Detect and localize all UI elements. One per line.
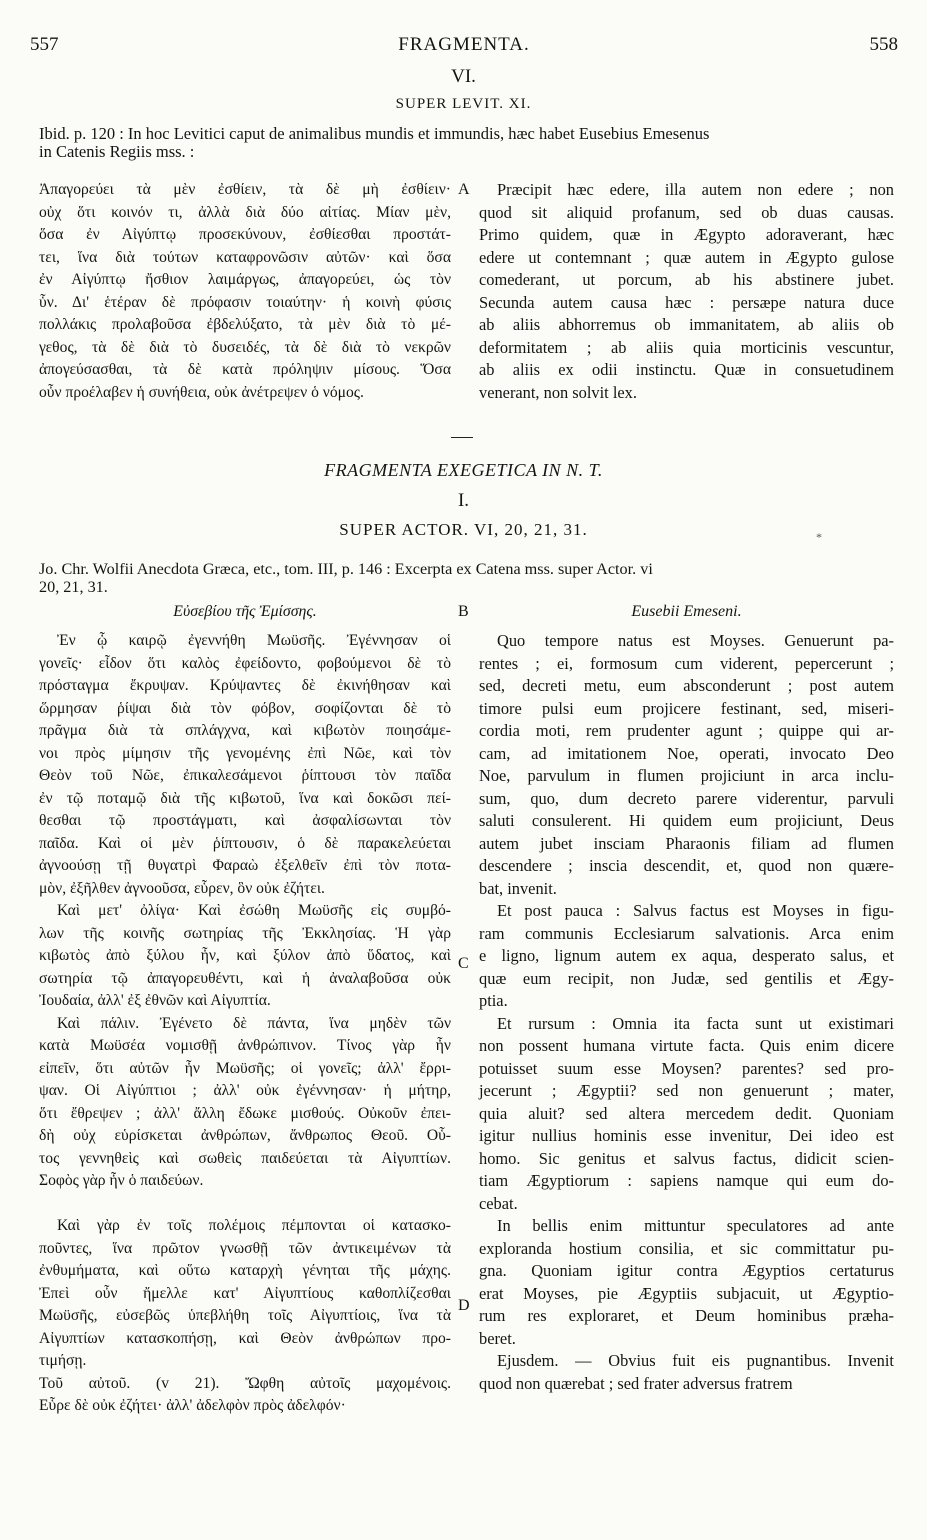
- text-line: λων τῆς κοινῆς σωτηρίας τῆς Ἐκκλησίας. Ἡ γὰρ: [39, 924, 451, 942]
- text-line: cam, ad imitationem Noe, operati, invocato Deo: [479, 743, 894, 763]
- text-line: gna. Quoniam igitur contra Ægyptios certaturus: [479, 1261, 894, 1280]
- greek-column: [39, 179, 451, 404]
- text-line: κατὰ Μωϋσέα νομισθῇ ἀνθρώπινον. Τίνος γὰρ ἦν: [39, 1037, 451, 1054]
- section-title: FRAGMENTA EXEGETICA IN N. T.: [324, 460, 603, 480]
- text-line: Ἐπεὶ οὖν ἤμελλε κατ' Αἰγυπτίους καθοπλίζεσθαι: [39, 1284, 451, 1302]
- section-intro: [39, 560, 653, 596]
- text-line: cebat.: [479, 1193, 518, 1213]
- intro-line: Jo. Chr. Wolfii Anecdota Græca, etc., tom. III, p. 146 : Excerpta ex Catena mss. super Actor. vi: [39, 560, 653, 578]
- text-line: Et rursum : Omnia ita facta sunt ut existimari: [497, 1013, 894, 1033]
- text-line: τιμήσῃ.: [39, 1352, 87, 1369]
- text-line: Ἐν ᾧ καιρῷ ἐγεννήθη Μωϋσῆς. Ἐγέννησαν οἱ: [57, 632, 451, 649]
- text-line: Θεὸν τοῦ Νῶε, ἐπικαλεσάμενοι ῥίπτουσι τὸν παῖδα: [39, 767, 451, 784]
- margin-marker-a: A: [458, 181, 470, 198]
- text-line: τος γεννηθεὶς καὶ σωθεὶς παιδεύεται τὰ Αἰγυπτίων.: [39, 1149, 451, 1167]
- page-number-left: 557: [30, 34, 59, 55]
- text-line: παῖδα. Καὶ οἱ μὲν ῥίπτουσιν, ὁ δὲ παρακελεύεται: [39, 834, 451, 852]
- text-line: Εὗρε δὲ οὐκ ἐζήτει· ἀλλ' ἀδελφὸν πρὸς ἀδελφόν·: [39, 1397, 346, 1414]
- paragraph-gap: [39, 1193, 451, 1216]
- text-line: ab aliis abhorremus ob immanitatem, ab aliis ob: [479, 315, 894, 334]
- text-line: ὗν. Δι' ἑτέραν δὲ πρόφασιν τοιαύτην· ἡ κοινὴ φύσις: [39, 293, 451, 311]
- page-header: [30, 34, 898, 58]
- text-line: non possent humana virtute facta. Quis enim dicere: [479, 1036, 894, 1055]
- text-line: Quo tempore natus est Moyses. Genuerunt pa-: [497, 631, 894, 650]
- text-line: μὸν, ἐξῆλθεν ἀγνοοῦσα, εὗρεν, ὃν οὐκ ἐζήτει.: [39, 879, 325, 897]
- text-line: πολλάκις προλαβοῦσα ἐβδελύξατο, τὰ μὲν διὰ τὸ μέ-: [39, 316, 451, 333]
- intro-line: 20, 21, 31.: [39, 578, 108, 596]
- section-subtitle: SUPER ACTOR. VI, 20, 21, 31.: [339, 520, 588, 539]
- text-line: descendere ; inscia descendit, et, quod non quære-: [479, 856, 894, 875]
- greek-column: [39, 630, 451, 1418]
- intro-line: Ibid. p. 120 : In hoc Levitici caput de animalibus mundis et immundis, hæc habet Eusebius Emesenus: [39, 124, 710, 143]
- text-line: autem jubet insciam Pharaonis filiam ad flumen: [479, 833, 894, 853]
- text-line: quod non quærebat ; sed frater adversus fratrem: [479, 1373, 793, 1393]
- text-line: ψαν. Οἱ Αἰγύπτιοι ; ἀλλ' οὐκ ἐγέννησαν· ἡ μήτηρ,: [39, 1082, 451, 1099]
- text-line: cordia moti, rem prudenter agunt ; quippe qui ar-: [479, 721, 894, 740]
- text-line: tiam Ægyptiorum : sapiens namque qui eum do-: [479, 1171, 894, 1190]
- text-line: venerant, non solvit lex.: [479, 382, 637, 402]
- section-intro: [39, 125, 709, 161]
- text-line: Ejusdem. — Obvius fuit eis pugnantibus. Invenit: [497, 1351, 894, 1370]
- text-line: bat, invenit.: [479, 878, 557, 898]
- text-line: Τοῦ αὐτοῦ. (v 21). Ὤφθη αὐτοῖς μαχομένοις.: [39, 1374, 451, 1392]
- text-line: ptia.: [479, 991, 508, 1010]
- text-line: Secunda autem causa hæc : persæpe natura duce: [479, 292, 894, 312]
- text-line: εἰπεῖν, ὅτι αὐτῶν ἦν Μωϋσῆς; οἱ γονεῖς; ἀλλ' ἔρρι-: [39, 1059, 451, 1077]
- text-line: Ἰουδαία, ἀλλ' ἐξ ἐθνῶν καὶ Αἰγυπτία.: [39, 992, 271, 1009]
- section-numeral: I.: [457, 490, 470, 511]
- margin-marker-b: B: [458, 603, 469, 620]
- text-line: quod sit aliquid profanum, sed ob duas causas.: [479, 202, 894, 222]
- text-line: comederant, ut porcum, ab his abstinere jubet.: [479, 270, 894, 289]
- intro-line: in Catenis Regiis mss. :: [39, 142, 195, 161]
- text-line: σωτηρία τῷ ἀπαγορευθέντι, καὶ ἡ ἀναλαβοῦσα οὐκ: [39, 969, 451, 987]
- text-line: ἐν Αἰγύπτῳ ἤσθιον λαιμάργως, ἀπαγορεύει, ὡς τὸν: [39, 271, 451, 288]
- text-line: rum res exploraret, et Deum hominibus præha-: [479, 1306, 894, 1325]
- text-line: Καὶ μετ' ὀλίγα· Καὶ ἐσώθη Μωϋσῆς εἰς συμβό-: [57, 902, 451, 919]
- text-line: Noe, parvulum in flumen projiciunt in arca inclu-: [479, 766, 894, 785]
- text-line: saluti consulerent. Hi quidem eum projiciunt, Deus: [479, 811, 894, 830]
- text-line: Et post pauca : Salvus factus est Moyses in figu-: [497, 901, 894, 920]
- text-line: νοι πρὸς μίμησιν τῆς γενομένης ἐπὶ Νῶε, καὶ τὸν: [39, 744, 451, 762]
- text-line: Præcipit hæc edere, illa autem non edere ; non: [497, 180, 894, 199]
- section-numeral: VI.: [451, 66, 476, 87]
- text-line: Καὶ πάλιν. Ἐγένετο δὲ πάντα, ἵνα μηδὲν τῶν: [57, 1014, 451, 1032]
- latin-heading: Eusebii Emeseni.: [631, 603, 742, 620]
- section-subtitle: SUPER LEVIT. XI.: [395, 96, 532, 112]
- text-line: κιβωτὸς ἀπὸ ξύλου ἦν, καὶ ξύλον ἀπὸ ὕδατος, καὶ: [39, 947, 451, 964]
- margin-marker-c: C: [458, 955, 469, 972]
- text-line: ὅτι ἔθρεψεν ; ἀλλ' ἄλλη ἔδωκε μισθούς. Οὐκοῦν ἐπει-: [39, 1104, 451, 1122]
- latin-column: [479, 630, 894, 1395]
- text-line: e ligno, lignum autem ex aqua, desperato salus, et: [479, 946, 894, 965]
- latin-column: [479, 179, 894, 404]
- text-line: θεσθαι τῷ προστάγματι, καὶ ἀσφαλίσωνται τὸν: [39, 812, 451, 829]
- text-line: γονεῖς· εἶδον ὅτι καλὸς ἐφείδοντο, φοβούμενοι δὲ τὸ: [39, 654, 451, 672]
- text-line: Ἀπαγορεύει τὰ μὲν ἐσθίειν, τὰ δὲ μὴ ἐσθίειν·: [39, 181, 451, 198]
- text-line: ab aliis ex odii instinctu. Quæ in consuetudinem: [479, 360, 894, 379]
- text-line: δὴ οὐχ εὑρίσκεται ἀνθρώπων, ἄνθρωπος Θεοῦ. Οὗ-: [39, 1127, 451, 1144]
- text-line: ποῦντες, ἵνα πρῶτον γνωσθῇ τῶν ἀντικειμένων τὰ: [39, 1239, 451, 1257]
- text-line: γεθος, τὰ δὲ διὰ τὸ δυσειδές, τὰ δὲ διὰ τὸ νεκρῶν: [39, 338, 451, 356]
- section-divider: [451, 437, 473, 438]
- text-line: timore pulsi eum projicere festinant, sed, miseri-: [479, 698, 894, 718]
- text-line: beret.: [479, 1328, 516, 1348]
- text-line: erat Moyses, pie Ægyptiis subjacuit, ut Ægyptio-: [479, 1283, 894, 1303]
- ornament-star: *: [816, 530, 822, 544]
- text-line: ἀγνοούσῃ τῇ θυγατρὶ Φαραὼ ἐξελθεῖν ἐπὶ τὸν ποτα-: [39, 857, 451, 874]
- text-line: rentes ; ei, formosum cum viderent, pepercerunt ;: [479, 653, 894, 673]
- text-line: exploranda hostium consilia, et sic committatur pu-: [479, 1238, 894, 1258]
- text-line: ἀπογεύσασθαι, τὰ δὲ κατὰ πρόληψιν μίσους. Ὅσα: [39, 361, 451, 378]
- text-line: quæ eum recipit, non Judæ, sed gentilis et Ægy-: [479, 968, 894, 988]
- text-line: πρόσταγμα ἔκρυψαν. Κρύψαντες δὲ ἐκινήθησαν καὶ: [39, 677, 451, 694]
- text-line: In bellis enim mittuntur speculatores ad ante: [497, 1216, 894, 1235]
- text-line: ὥρμησαν ῥίψαι διὰ τὸν φόβον, σοφίζονται δὲ τὸ: [39, 699, 451, 717]
- text-line: Μωϋσῆς, εὐσεβῶς ὑπεβλήθη τοῖς Αἰγυπτίοις, ἵνα τὰ: [39, 1307, 451, 1324]
- text-line: οὖν προέλαβεν ἡ συνήθεια, οὐκ ἀνέτρεψεν ὁ νόμος.: [39, 383, 364, 401]
- running-title: FRAGMENTA.: [398, 34, 530, 55]
- text-line: τει, ἵνα διὰ τούτων καταφρονῶσιν αὐτῶν· καὶ ὅσα: [39, 248, 451, 266]
- greek-heading: Εὐσεβίου τῆς Ἐμίσσης.: [173, 603, 317, 620]
- text-line: deformitatem ; ab aliis quia morticinis vescuntur,: [479, 337, 894, 357]
- margin-marker-d: D: [458, 1297, 470, 1314]
- text-line: jecerunt ; Ægyptii? sed non genuerunt ; mater,: [479, 1081, 894, 1100]
- text-line: ram communis Ecclesiarum salvationis. Arca enim: [479, 923, 894, 943]
- text-line: sed, decreti metu, eum absconderunt ; post autem: [479, 676, 894, 695]
- text-line: οὐχ ὅτι κοινόν τι, ἀλλὰ διὰ δύο αἰτίας. Μίαν μὲν,: [39, 203, 451, 221]
- text-line: Καὶ γὰρ ἐν τοῖς πολέμοις πέμπονται οἱ κατασκο-: [57, 1217, 451, 1234]
- page-number-right: 558: [869, 34, 898, 55]
- text-line: potuisset suum esse Moysen? parentes? sed pro-: [479, 1058, 894, 1078]
- text-line: ἐνθυμήματα, καὶ οὕτω καταρχὴ γένηται τῆς μάχης.: [39, 1262, 451, 1279]
- text-line: edere ut contemnant ; quæ autem in Ægypto gulose: [479, 247, 894, 267]
- text-line: homo. Sic genitus et salvus factus, didicit scien-: [479, 1148, 894, 1168]
- text-line: ἐν τῷ ποταμῷ διὰ τῆς κιβωτοῦ, ἵνα καὶ δοκῶσι πεί-: [39, 789, 451, 807]
- text-line: quia aluit? sed altera mercedem dedit. Quoniam: [479, 1103, 894, 1123]
- text-line: sum, quo, dum decreto parere viderentur, parvuli: [479, 788, 894, 808]
- text-line: Primo quidem, quæ in Ægypto adoraverant, hæc: [479, 225, 894, 244]
- text-line: ὅσα ἐν Αἰγύπτῳ προσεκύνουν, ἐσθίεσθαι προστάτ-: [39, 226, 451, 243]
- text-line: Σοφὸς γὰρ ἦν ὁ παιδεύων.: [39, 1172, 204, 1189]
- text-line: igitur nullius hominis esse invenitur, Dei ideo est: [479, 1126, 894, 1145]
- text-line: Αἰγυπτίων κατασκοπήσῃ, καὶ Θεὸν ἀνθρώπων προ-: [39, 1329, 451, 1347]
- text-line: πρᾶγμα διὰ τὰ σπλάγχνα, καὶ κιβωτὸν ποιησάμε-: [39, 722, 451, 739]
